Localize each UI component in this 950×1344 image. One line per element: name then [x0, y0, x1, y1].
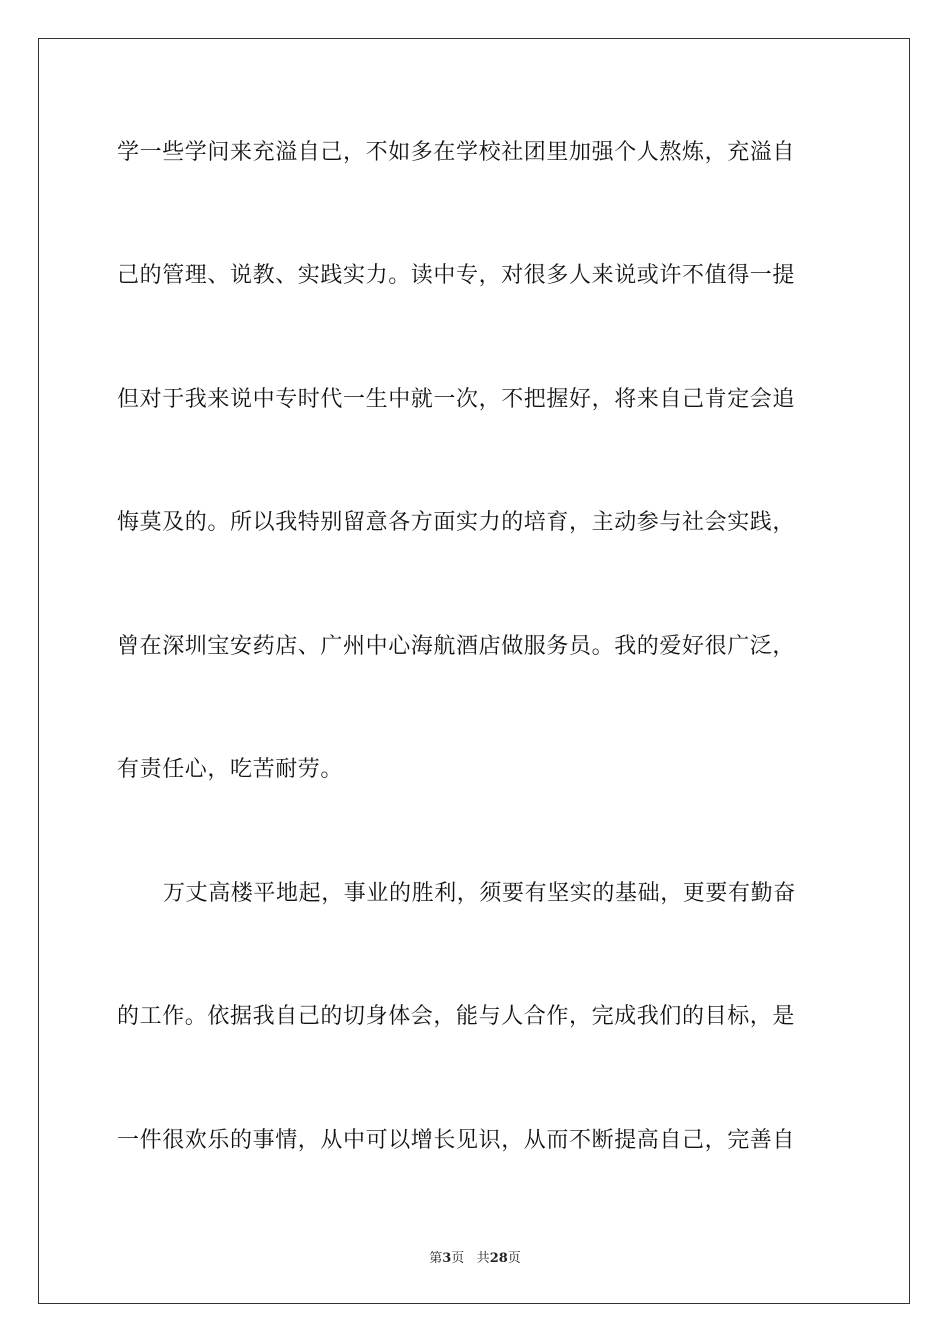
- body-text-line: 学一些学问来充溢自己，不如多在学校社团里加强个人熬炼，充溢自: [117, 140, 796, 165]
- total-suffix: 页: [507, 1251, 521, 1266]
- total-prefix: 共: [476, 1251, 490, 1266]
- page-suffix: 页: [451, 1251, 465, 1266]
- body-text-line: 一件很欢乐的事情，从中可以增长见识，从而不断提高自己，完善自: [117, 1128, 796, 1153]
- page-border: [38, 38, 910, 1304]
- body-text-line: 曾在深圳宝安药店、广州中心海航酒店做服务员。我的爱好很广泛，: [117, 634, 796, 659]
- body-text-line: 的工作。依据我自己的切身体会，能与人合作，完成我们的目标，是: [117, 1004, 796, 1029]
- body-text-line: 悔莫及的。所以我特别留意各方面实力的培育，主动参与社会实践，: [117, 510, 796, 535]
- page-footer: [0, 1247, 950, 1266]
- page-prefix: 第: [429, 1251, 443, 1266]
- total-pages: 28: [489, 1251, 508, 1266]
- body-text-line: 己的管理、说教、实践实力。读中专，对很多人来说或许不值得一提: [117, 263, 796, 288]
- paragraph-first-line: 万丈高楼平地起，事业的胜利，须要有坚实的基础，更要有勤奋: [163, 881, 796, 906]
- page-number: 3: [442, 1251, 452, 1266]
- body-text-line: 有责任心，吃苦耐劳。: [117, 757, 344, 782]
- body-text-line: 但对于我来说中专时代一生中就一次，不把握好，将来自己肯定会追: [117, 387, 796, 412]
